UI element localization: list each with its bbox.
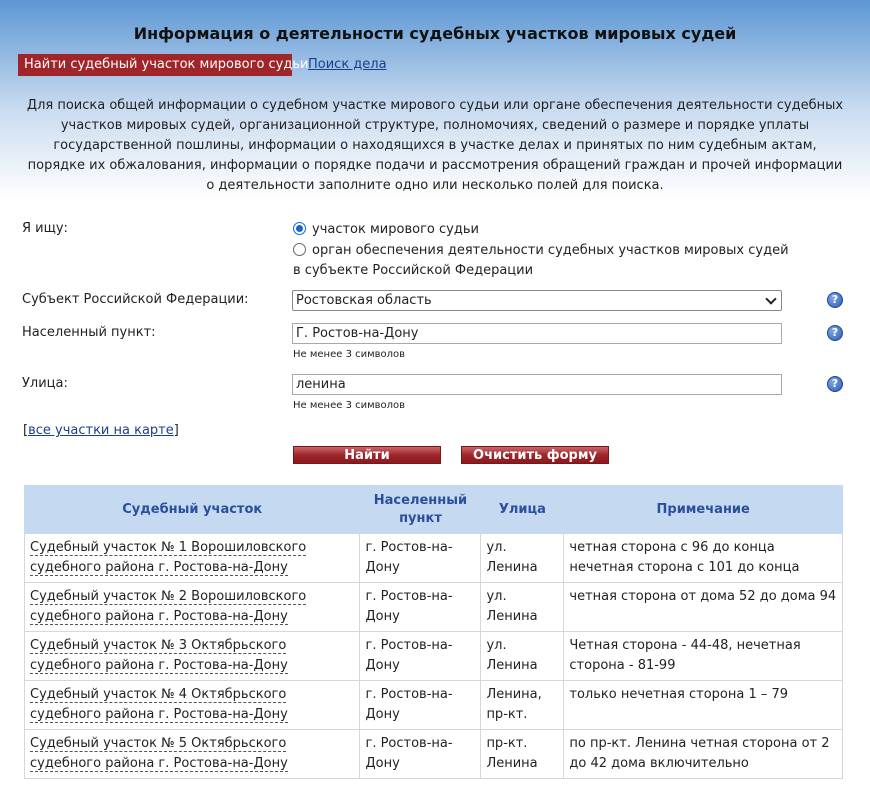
street-label: Улица: (22, 376, 68, 391)
court-section-link[interactable]: Судебный участок № 3 Октябрьского судебного района г. Ростова-на-Дону (30, 638, 288, 673)
court-section-link[interactable]: Судебный участок № 1 Ворошиловского судебного района г. Ростова-на-Дону (30, 540, 307, 575)
street-input[interactable]: ленина (292, 374, 782, 395)
cell-street: ул. Ленина (481, 534, 564, 583)
cell-note: по пр-кт. Ленина четная сторона от 2 до 42 дома включительно (564, 730, 843, 779)
cell-court-section (25, 681, 360, 730)
seek-label: Я ищу: (22, 221, 68, 236)
city-label: Населенный пункт: (22, 325, 156, 340)
subject-select[interactable] (292, 290, 782, 311)
results-table (24, 485, 843, 779)
cell-note: Четная сторона - 44-48, нечетная сторона - 81-99 (564, 632, 843, 681)
chevron-down-icon (765, 293, 776, 304)
clear-form-button[interactable]: Очистить форму (461, 446, 609, 464)
header-note: Примечание (564, 486, 843, 534)
subject-label: Субъект Российской Федерации: (22, 292, 249, 307)
table-row (25, 730, 843, 779)
city-hint: Не менее 3 символов (293, 349, 406, 360)
cell-court-section (25, 583, 360, 632)
street-help-icon[interactable]: ? (827, 376, 843, 392)
radio-unchecked-icon[interactable] (293, 243, 306, 256)
table-row (25, 534, 843, 583)
city-help-icon[interactable]: ? (827, 325, 843, 341)
bracket-open: [ (23, 423, 29, 438)
intro-text: Для поиска общей информации о судебном участке мирового судьи или органе обеспечения деятельности судебных участков мировых судей, организационной структуре, полномочиях, сведений о размере и порядке уплаты государственной пошлины, информации о находящихся в участке делах и принятых по ним судебным актам, порядке их обжалования, информации о порядке подачи и рассмотрения обращений граждан и прочей информации о деятельности заполните одно или несколько полей для поиска. (26, 98, 844, 193)
page-title: Информация о деятельности судебных участков мировых судей (133, 24, 737, 43)
tab-find-court-section[interactable]: Найти судебный участок мирового судьи (18, 54, 292, 76)
cell-court-section (25, 534, 360, 583)
cell-note: четная сторона с 96 до конца нечетная сторона с 101 до конца (564, 534, 843, 583)
cell-note: четная сторона от дома 52 до дома 94 (564, 583, 843, 632)
table-header-row (25, 486, 843, 534)
cell-street: ул. Ленина (481, 583, 564, 632)
cell-note: только нечетная сторона 1 – 79 (564, 681, 843, 730)
radio-option-support-body-label: орган обеспечения деятельности судебных участков мировых судей в субъекте Российской Федерации (293, 243, 789, 278)
bracket-close: ] (173, 423, 179, 438)
cell-street: пр-кт. Ленина (481, 730, 564, 779)
radio-option-court-section-label: участок мирового судьи (312, 222, 479, 237)
radio-option-court-section[interactable] (293, 220, 793, 240)
cell-city: г. Ростов-на-Дону (360, 730, 481, 779)
court-section-link[interactable]: Судебный участок № 5 Октябрьского судебного района г. Ростова-на-Дону (30, 736, 288, 771)
cell-street: ул. Ленина (481, 632, 564, 681)
street-hint: Не менее 3 символов (293, 400, 406, 411)
subject-help-icon[interactable]: ? (827, 292, 843, 308)
cell-court-section (25, 632, 360, 681)
cell-city: г. Ростов-на-Дону (360, 583, 481, 632)
radio-checked-icon[interactable] (293, 222, 306, 235)
cell-court-section (25, 730, 360, 779)
header-street: Улица (481, 486, 564, 534)
table-row (25, 632, 843, 681)
table-row (25, 583, 843, 632)
map-link-wrapper (23, 423, 179, 438)
header-court-section: Судебный участок (25, 486, 360, 534)
subject-select-value: Ростовская область (296, 293, 432, 308)
cell-city: г. Ростов-на-Дону (360, 681, 481, 730)
city-input[interactable]: Г. Ростов-на-Дону (292, 323, 782, 344)
radio-option-support-body[interactable] (293, 241, 793, 281)
cell-city: г. Ростов-на-Дону (360, 632, 481, 681)
cell-city: г. Ростов-на-Дону (360, 534, 481, 583)
all-sections-map-link[interactable]: все участки на карте (28, 423, 174, 438)
cell-street: Ленина, пр-кт. (481, 681, 564, 730)
tab-case-search[interactable]: Поиск дела (308, 57, 387, 72)
header-city: Населенный пункт (360, 486, 481, 534)
table-row (25, 681, 843, 730)
find-button[interactable]: Найти (293, 446, 441, 464)
court-section-link[interactable]: Судебный участок № 2 Ворошиловского судебного района г. Ростова-на-Дону (30, 589, 307, 624)
court-section-link[interactable]: Судебный участок № 4 Октябрьского судебного района г. Ростова-на-Дону (30, 687, 288, 722)
